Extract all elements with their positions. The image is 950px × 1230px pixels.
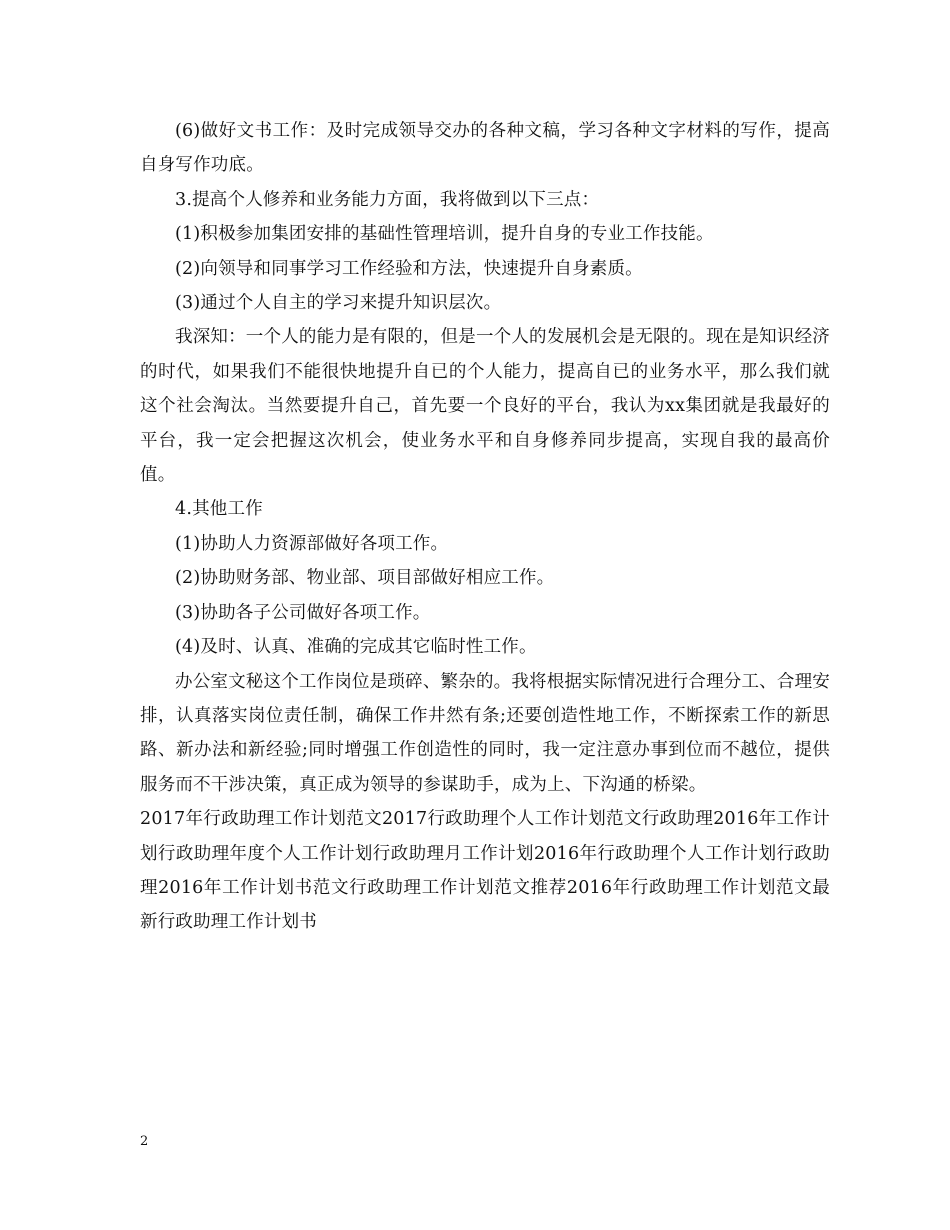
heading-self-improvement: 3.提高个人修养和业务能力方面，我将做到以下三点：: [175, 189, 600, 210]
related-articles-text: 2017年行政助理工作计划范文2017行政助理个人工作计划范文行政助理2016年工作计划行政助理年度个人工作计划行政助理月工作计划2016年行政助理个人工作计划行政助理2016年工作计划书范文行政助理工作计划范文推荐2016年行政助理工作计划范文最新行政助理工作计划书: [140, 809, 830, 933]
heading-other-work: 4.其他工作: [175, 499, 263, 520]
page-body: [140, 114, 830, 940]
list-item-self-study: (3)通过个人自主的学习来提升知识层次。: [175, 293, 502, 314]
list-item-subsidiary-support: (3)协助各子公司做好各项工作。: [175, 602, 431, 623]
list-item-learn-from-colleagues: (2)向领导和同事学习工作经验和方法，快速提升自身素质。: [175, 258, 643, 279]
paragraph-office-secretary: 办公室文秘这个工作岗位是琐碎、繁杂的。我将根据实际情况进行合理分工、合理安排，认真落实岗位责任制，确保工作井然有条;还要创造性地工作，不断探索工作的新思路、新办法和新经验;同时增强工作创造性的同时，我一定注意办事到位而不越位，提供服务而不干涉决策，真正成为领导的参谋助手，成为上、下沟通的桥梁。: [140, 671, 830, 795]
paragraph-clerical-work: (6)做好文书工作：及时完成领导交办的各种文稿，学习各种文字材料的写作，提高自身写作功底。: [140, 121, 830, 176]
paragraph-personal-ability: 我深知：一个人的能力是有限的，但是一个人的发展机会是无限的。现在是知识经济的时代，如果我们不能很快地提升自已的个人能力，提高自已的业务水平，那么我们就这个社会淘汰。当然要提升自己，首先要一个良好的平台，我认为xx集团就是我最好的平台，我一定会把握这次机会，使业务水平和自身修养同步提高，实现自我的最高价值。: [140, 327, 830, 486]
list-item-temporary-work: (4)及时、认真、准确的完成其它临时性工作。: [175, 637, 537, 658]
list-item-finance-support: (2)协助财务部、物业部、项目部做好相应工作。: [175, 568, 555, 589]
list-item-hr-support: (1)协助人力资源部做好各项工作。: [175, 533, 449, 554]
page-number: 2: [140, 1134, 149, 1149]
list-item-training: (1)积极参加集团安排的基础性管理培训，提升自身的专业工作技能。: [175, 224, 714, 245]
